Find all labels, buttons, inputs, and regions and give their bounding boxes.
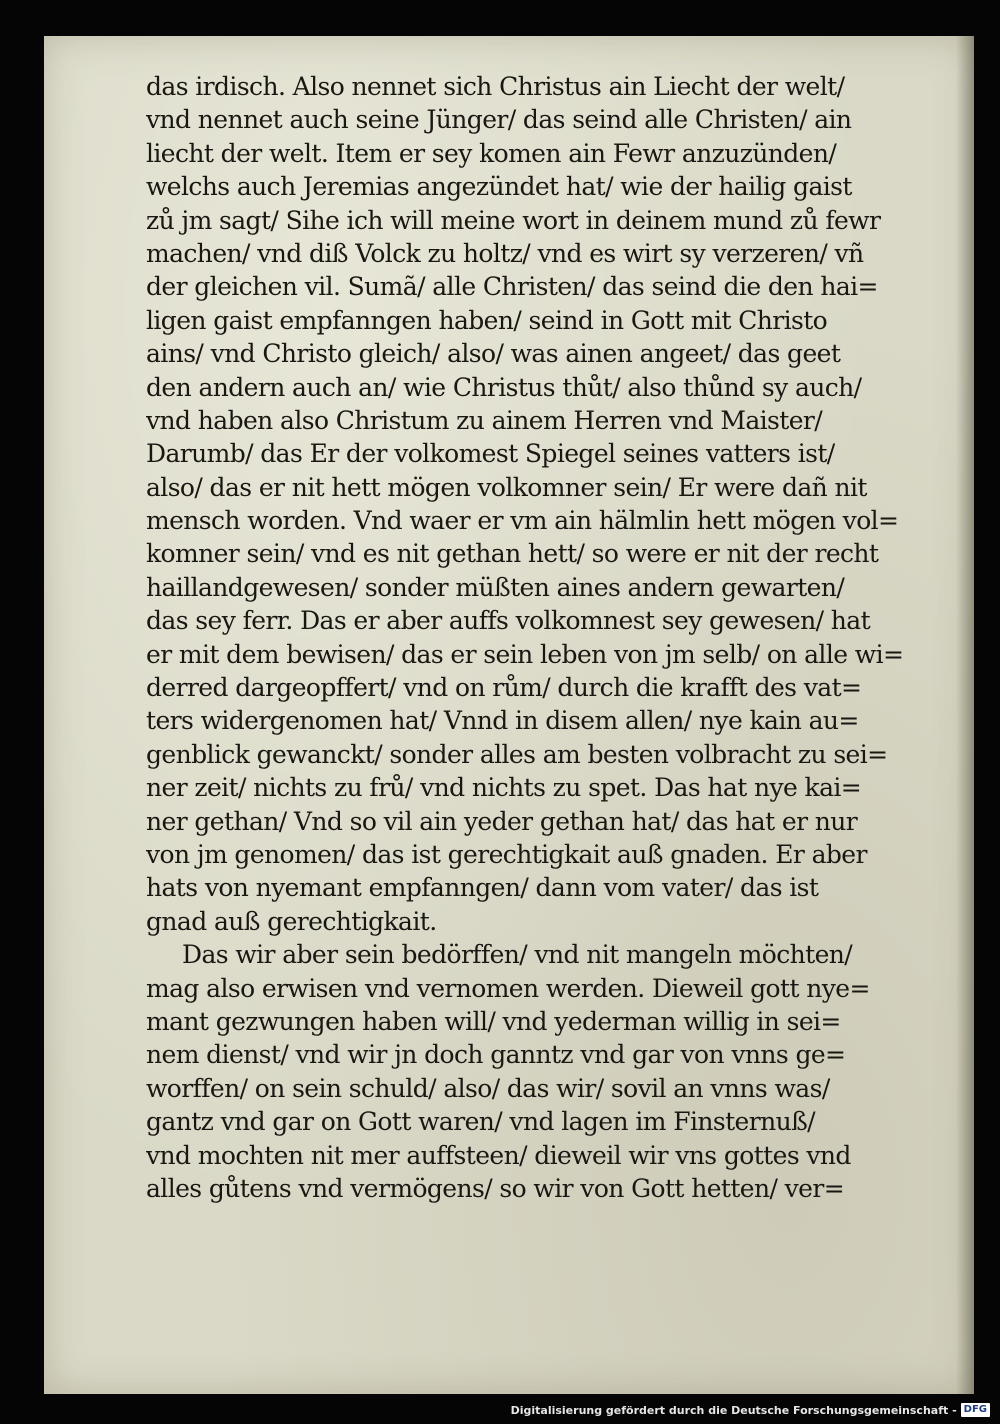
text-line: das irdisch. Also nennet sich Christus ain Liecht der welt/ [146, 72, 845, 101]
text-line: der gleichen vil. Sumã/ alle Christen/ das seind die den hai= [146, 272, 878, 302]
text-line: derred dargeopffert/ vnd on rům/ durch die krafft des vat= [146, 673, 862, 703]
text-line: komner sein/ vnd es nit gethan hett/ so were er nit der recht [146, 539, 879, 569]
text-line: mant gezwungen haben will/ vnd yederman willig in sei= [146, 1006, 841, 1036]
text-line: haillandgewesen/ sonder müßten aines andern gewarten/ [146, 572, 845, 602]
text-line: machen/ vnd diß Volck zu holtz/ vnd es wirt sy verzeren/ vñ [146, 238, 864, 268]
text-line: hats von nyemant empfanngen/ dann vom vater/ das ist [146, 873, 819, 903]
text-line: er mit dem bewisen/ das er sein leben von jm selb/ on alle wi= [146, 639, 904, 669]
text-line: worffen/ on sein schuld/ also/ das wir/ sovil an vnns was/ [146, 1073, 830, 1103]
text-line: vnd mochten nit mer auffsteen/ dieweil wir vns gottes vnd [146, 1140, 851, 1170]
text-line: ters widergenomen hat/ Vnnd in disem allen/ nye kain au= [146, 706, 859, 736]
text-line: gnad auß gerechtigkait. [146, 906, 437, 936]
text-line: ner gethan/ Vnd so vil ain yeder gethan hat/ das hat er nur [146, 806, 858, 836]
text-line: mensch worden. Vnd waer er vm ain hälmlin hett mögen vol= [146, 506, 899, 536]
text-line: von jm genomen/ das ist gerechtigkait auß gnaden. Er aber [146, 839, 867, 869]
text-line: ains/ vnd Christo gleich/ also/ was ainen angeet/ das geet [146, 339, 841, 369]
text-line: ligen gaist empfanngen haben/ seind in Gott mit Christo [146, 305, 828, 335]
funding-credit-text: Digitalisierung gefördert durch die Deutsche Forschungsgemeinschaft - [510, 1403, 957, 1417]
text-line: nem dienst/ vnd wir jn doch ganntz vnd gar von vnns ge= [146, 1040, 846, 1070]
text-line: ner zeit/ nichts zu frů/ vnd nichts zu spet. Das hat nye kai= [146, 773, 862, 803]
text-line: vnd nennet auch seine Jünger/ das seind alle Christen/ ain [146, 105, 852, 135]
text-line: Darumb/ das Er der volkomest Spiegel seines vatters ist/ [146, 439, 835, 469]
text-line: liecht der welt. Item er sey komen ain Fewr anzuzünden/ [146, 138, 837, 168]
funding-credit [511, 1402, 990, 1418]
text-line: gantz vnd gar on Gott waren/ vnd lagen im Finsternuß/ [146, 1107, 815, 1137]
text-line: vnd haben also Christum zu ainem Herren vnd Maister/ [146, 405, 823, 435]
text-line: alles gůtens vnd vermögens/ so wir von Gott hetten/ ver= [146, 1173, 845, 1203]
text-line: mag also erwisen vnd vernomen werden. Dieweil gott nye= [146, 973, 870, 1003]
text-line: zů jm sagt/ Sihe ich will meine wort in deinem mund zů fewr [146, 205, 881, 235]
page-text [146, 70, 916, 1205]
text-line: welchs auch Jeremias angezündet hat/ wie der hailig gaist [146, 172, 852, 202]
page-gutter-shadow [956, 36, 974, 1394]
text-line: den andern auch an/ wie Christus thůt/ also thůnd sy auch/ [146, 372, 862, 402]
text-line: also/ das er nit hett mögen volkomner sein/ Er were dañ nit [146, 472, 867, 502]
dfg-logo: DFG [961, 1403, 990, 1417]
text-line: das sey ferr. Das er aber auffs volkomnest sey gewesen/ hat [146, 606, 871, 636]
text-line: genblick gewanckt/ sonder alles am besten volbracht zu sei= [146, 739, 888, 769]
paragraph-start-line: Das wir aber sein bedörffen/ vnd nit mangeln möchten/ [182, 940, 853, 970]
